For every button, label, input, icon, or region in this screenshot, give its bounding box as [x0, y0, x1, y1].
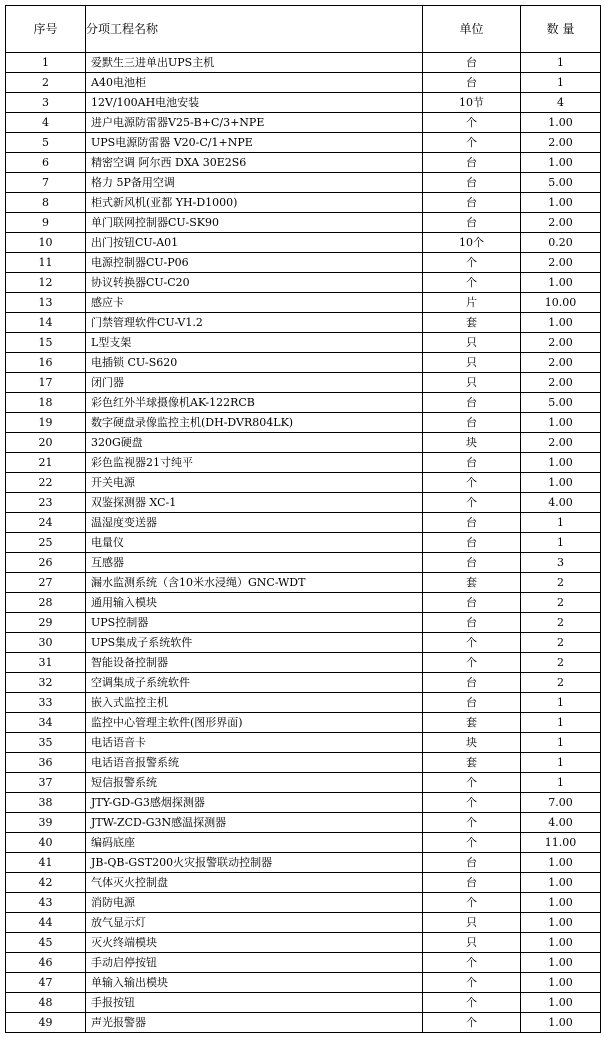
cell-no: 37: [6, 773, 86, 793]
cell-name: 柜式新风机(亚都 YH-D1000): [86, 193, 423, 213]
cell-qty: 1.00: [521, 853, 601, 873]
cell-unit: 10个: [423, 233, 521, 253]
cell-qty: 5.00: [521, 393, 601, 413]
header-unit: 单位: [423, 6, 521, 53]
cell-unit: 个: [423, 833, 521, 853]
cell-name: 电话语音卡: [86, 733, 423, 753]
cell-name: 电量仪: [86, 533, 423, 553]
cell-name: 进户电源防雷器V25-B+C/3+NPE: [86, 113, 423, 133]
cell-unit: 台: [423, 73, 521, 93]
cell-name: 单输入输出模块: [86, 973, 423, 993]
cell-qty: 1: [521, 733, 601, 753]
cell-qty: 4: [521, 93, 601, 113]
cell-qty: 1: [521, 693, 601, 713]
cell-unit: 套: [423, 753, 521, 773]
cell-no: 38: [6, 793, 86, 813]
cell-qty: 1.00: [521, 893, 601, 913]
cell-unit: 台: [423, 553, 521, 573]
cell-qty: 1.00: [521, 1013, 601, 1033]
cell-name: 编码底座: [86, 833, 423, 853]
table-row: [6, 133, 601, 153]
cell-name: 短信报警系统: [86, 773, 423, 793]
table-row: [6, 513, 601, 533]
cell-qty: 1: [521, 773, 601, 793]
cell-name: 闭门器: [86, 373, 423, 393]
cell-unit: 个: [423, 493, 521, 513]
cell-unit: 块: [423, 733, 521, 753]
cell-name: UPS集成子系统软件: [86, 633, 423, 653]
cell-unit: 个: [423, 973, 521, 993]
cell-unit: 台: [423, 593, 521, 613]
cell-name: 温湿度变送器: [86, 513, 423, 533]
cell-qty: 3: [521, 553, 601, 573]
cell-qty: 2: [521, 593, 601, 613]
table-row: [6, 953, 601, 973]
cell-qty: 2.00: [521, 353, 601, 373]
cell-qty: 1.00: [521, 273, 601, 293]
cell-qty: 1: [521, 713, 601, 733]
table-row: [6, 813, 601, 833]
cell-no: 49: [6, 1013, 86, 1033]
cell-name: 单门联网控制器CU-SK90: [86, 213, 423, 233]
cell-unit: 台: [423, 413, 521, 433]
cell-unit: 台: [423, 53, 521, 73]
table-row: [6, 633, 601, 653]
cell-name: 互感器: [86, 553, 423, 573]
cell-no: 16: [6, 353, 86, 373]
cell-qty: 2.00: [521, 373, 601, 393]
table-row: [6, 413, 601, 433]
cell-name: 12V/100AH电池安装: [86, 93, 423, 113]
table-row: [6, 373, 601, 393]
cell-unit: 套: [423, 713, 521, 733]
cell-no: 36: [6, 753, 86, 773]
cell-name: 出门按钮CU-A01: [86, 233, 423, 253]
cell-name: JTW-ZCD-G3N感温探测器: [86, 813, 423, 833]
cell-unit: 个: [423, 813, 521, 833]
cell-name: 智能设备控制器: [86, 653, 423, 673]
cell-no: 5: [6, 133, 86, 153]
cell-name: 电话语音报警系统: [86, 753, 423, 773]
cell-unit: 台: [423, 153, 521, 173]
cell-unit: 只: [423, 353, 521, 373]
table-row: [6, 893, 601, 913]
table-row: [6, 393, 601, 413]
cell-name: 精密空调 阿尔西 DXA 30E2S6: [86, 153, 423, 173]
cell-no: 28: [6, 593, 86, 613]
header-name: 分项工程名称: [86, 6, 423, 53]
cell-qty: 1.00: [521, 413, 601, 433]
cell-qty: 2.00: [521, 213, 601, 233]
cell-name: 监控中心管理主软件(图形界面): [86, 713, 423, 733]
table-row: [6, 193, 601, 213]
table-row: [6, 333, 601, 353]
table-row: [6, 93, 601, 113]
table-row: [6, 913, 601, 933]
cell-qty: 2: [521, 633, 601, 653]
table-row: [6, 153, 601, 173]
cell-unit: 台: [423, 533, 521, 553]
cell-unit: 片: [423, 293, 521, 313]
cell-unit: 个: [423, 253, 521, 273]
table-row: [6, 1013, 601, 1033]
cell-qty: 1.00: [521, 953, 601, 973]
table-row: [6, 833, 601, 853]
cell-no: 23: [6, 493, 86, 513]
table-row: [6, 733, 601, 753]
cell-no: 46: [6, 953, 86, 973]
table-row: [6, 53, 601, 73]
cell-unit: 台: [423, 693, 521, 713]
cell-qty: 1: [521, 73, 601, 93]
cell-unit: 个: [423, 793, 521, 813]
cell-no: 26: [6, 553, 86, 573]
cell-no: 6: [6, 153, 86, 173]
table-header: [6, 6, 601, 53]
table-row: [6, 753, 601, 773]
cell-no: 12: [6, 273, 86, 293]
cell-name: 数字硬盘录像监控主机(DH-DVR804LK): [86, 413, 423, 433]
cell-name: 格力 5P备用空调: [86, 173, 423, 193]
cell-no: 31: [6, 653, 86, 673]
cell-qty: 1: [521, 513, 601, 533]
cell-name: UPS电源防雷器 V20-C/1+NPE: [86, 133, 423, 153]
cell-name: L型支架: [86, 333, 423, 353]
cell-unit: 个: [423, 1013, 521, 1033]
cell-qty: 1: [521, 753, 601, 773]
cell-qty: 0.20: [521, 233, 601, 253]
cell-qty: 2.00: [521, 433, 601, 453]
cell-no: 43: [6, 893, 86, 913]
cell-unit: 10节: [423, 93, 521, 113]
cell-qty: 1.00: [521, 473, 601, 493]
cell-no: 20: [6, 433, 86, 453]
table-row: [6, 933, 601, 953]
table-body: [6, 53, 601, 1033]
bill-of-quantities-table: [5, 5, 601, 1033]
cell-name: 电源控制器CU-P06: [86, 253, 423, 273]
table-row: [6, 273, 601, 293]
cell-no: 35: [6, 733, 86, 753]
cell-no: 3: [6, 93, 86, 113]
cell-unit: 块: [423, 433, 521, 453]
cell-name: 手动启停按钮: [86, 953, 423, 973]
cell-unit: 台: [423, 213, 521, 233]
cell-unit: 个: [423, 653, 521, 673]
cell-no: 10: [6, 233, 86, 253]
cell-qty: 1.00: [521, 913, 601, 933]
cell-unit: 台: [423, 173, 521, 193]
table-row: [6, 713, 601, 733]
cell-name: 手报按钮: [86, 993, 423, 1013]
cell-no: 18: [6, 393, 86, 413]
cell-name: 电插锁 CU-S620: [86, 353, 423, 373]
cell-qty: 5.00: [521, 173, 601, 193]
cell-unit: 台: [423, 873, 521, 893]
cell-unit: 台: [423, 853, 521, 873]
table-row: [6, 233, 601, 253]
cell-name: 双鉴探测器 XC-1: [86, 493, 423, 513]
cell-no: 42: [6, 873, 86, 893]
cell-qty: 7.00: [521, 793, 601, 813]
cell-name: 彩色红外半球摄像机AK-122RCB: [86, 393, 423, 413]
cell-unit: 个: [423, 993, 521, 1013]
cell-qty: 2: [521, 573, 601, 593]
table-row: [6, 113, 601, 133]
cell-no: 29: [6, 613, 86, 633]
cell-unit: 个: [423, 953, 521, 973]
table-row: [6, 693, 601, 713]
table-row: [6, 773, 601, 793]
table-row: [6, 593, 601, 613]
cell-qty: 2: [521, 673, 601, 693]
cell-qty: 11.00: [521, 833, 601, 853]
cell-name: 嵌入式监控主机: [86, 693, 423, 713]
cell-qty: 2.00: [521, 333, 601, 353]
table-row: [6, 573, 601, 593]
table-row: [6, 793, 601, 813]
cell-qty: 2: [521, 653, 601, 673]
cell-qty: 1.00: [521, 993, 601, 1013]
cell-name: 空调集成子系统软件: [86, 673, 423, 693]
cell-unit: 只: [423, 333, 521, 353]
header-row: [6, 6, 601, 53]
table-row: [6, 433, 601, 453]
table-row: [6, 73, 601, 93]
cell-qty: 1.00: [521, 313, 601, 333]
cell-no: 32: [6, 673, 86, 693]
cell-qty: 1.00: [521, 933, 601, 953]
table-row: [6, 553, 601, 573]
cell-name: 彩色监视器21寸纯平: [86, 453, 423, 473]
cell-unit: 个: [423, 113, 521, 133]
cell-unit: 个: [423, 893, 521, 913]
header-no: 序号: [6, 6, 86, 53]
cell-no: 14: [6, 313, 86, 333]
cell-unit: 个: [423, 133, 521, 153]
cell-name: UPS控制器: [86, 613, 423, 633]
cell-no: 34: [6, 713, 86, 733]
cell-no: 19: [6, 413, 86, 433]
cell-qty: 4.00: [521, 813, 601, 833]
cell-name: 消防电源: [86, 893, 423, 913]
cell-no: 25: [6, 533, 86, 553]
cell-name: 通用输入模块: [86, 593, 423, 613]
cell-unit: 台: [423, 393, 521, 413]
cell-no: 7: [6, 173, 86, 193]
cell-no: 45: [6, 933, 86, 953]
table-row: [6, 353, 601, 373]
cell-no: 1: [6, 53, 86, 73]
table-row: [6, 653, 601, 673]
cell-qty: 4.00: [521, 493, 601, 513]
table-row: [6, 493, 601, 513]
cell-no: 33: [6, 693, 86, 713]
cell-unit: 个: [423, 473, 521, 493]
table-row: [6, 173, 601, 193]
cell-unit: 台: [423, 193, 521, 213]
cell-name: 漏水监测系统（含10米水浸绳）GNC-WDT: [86, 573, 423, 593]
cell-name: 320G硬盘: [86, 433, 423, 453]
table-row: [6, 293, 601, 313]
cell-no: 24: [6, 513, 86, 533]
cell-qty: 10.00: [521, 293, 601, 313]
cell-unit: 只: [423, 933, 521, 953]
cell-qty: 1.00: [521, 873, 601, 893]
cell-no: 11: [6, 253, 86, 273]
cell-unit: 个: [423, 273, 521, 293]
cell-name: 协议转换器CU-C20: [86, 273, 423, 293]
cell-unit: 只: [423, 373, 521, 393]
cell-qty: 2.00: [521, 253, 601, 273]
table-row: [6, 313, 601, 333]
cell-unit: 个: [423, 633, 521, 653]
cell-name: 爱默生三进单出UPS主机: [86, 53, 423, 73]
table-row: [6, 993, 601, 1013]
cell-name: 开关电源: [86, 473, 423, 493]
cell-name: 感应卡: [86, 293, 423, 313]
cell-no: 39: [6, 813, 86, 833]
cell-unit: 台: [423, 673, 521, 693]
cell-unit: 套: [423, 573, 521, 593]
table-row: [6, 853, 601, 873]
cell-qty: 1: [521, 533, 601, 553]
cell-unit: 个: [423, 773, 521, 793]
cell-qty: 1: [521, 53, 601, 73]
cell-no: 17: [6, 373, 86, 393]
table-row: [6, 613, 601, 633]
cell-name: A40电池柜: [86, 73, 423, 93]
table-row: [6, 253, 601, 273]
cell-no: 41: [6, 853, 86, 873]
cell-no: 15: [6, 333, 86, 353]
cell-unit: 台: [423, 613, 521, 633]
cell-name: 声光报警器: [86, 1013, 423, 1033]
cell-no: 21: [6, 453, 86, 473]
cell-qty: 1.00: [521, 973, 601, 993]
cell-no: 27: [6, 573, 86, 593]
cell-qty: 1.00: [521, 153, 601, 173]
cell-no: 30: [6, 633, 86, 653]
cell-name: 放气显示灯: [86, 913, 423, 933]
table-row: [6, 453, 601, 473]
table-row: [6, 533, 601, 553]
header-qty: 数 量: [521, 6, 601, 53]
table-row: [6, 473, 601, 493]
cell-no: 48: [6, 993, 86, 1013]
cell-qty: 1.00: [521, 193, 601, 213]
table-row: [6, 673, 601, 693]
cell-name: JB-QB-GST200火灾报警联动控制器: [86, 853, 423, 873]
table-row: [6, 213, 601, 233]
cell-no: 47: [6, 973, 86, 993]
cell-name: 灭火终端模块: [86, 933, 423, 953]
cell-qty: 2: [521, 613, 601, 633]
cell-no: 4: [6, 113, 86, 133]
cell-qty: 2.00: [521, 133, 601, 153]
table-row: [6, 873, 601, 893]
cell-no: 13: [6, 293, 86, 313]
cell-unit: 台: [423, 513, 521, 533]
cell-unit: 套: [423, 313, 521, 333]
cell-no: 2: [6, 73, 86, 93]
cell-unit: 台: [423, 453, 521, 473]
cell-no: 40: [6, 833, 86, 853]
cell-qty: 1.00: [521, 453, 601, 473]
cell-no: 44: [6, 913, 86, 933]
cell-no: 9: [6, 213, 86, 233]
cell-qty: 1.00: [521, 113, 601, 133]
cell-unit: 只: [423, 913, 521, 933]
cell-name: 气体灭火控制盘: [86, 873, 423, 893]
table-row: [6, 973, 601, 993]
cell-name: JTY-GD-G3感烟探测器: [86, 793, 423, 813]
cell-name: 门禁管理软件CU-V1.2: [86, 313, 423, 333]
cell-no: 22: [6, 473, 86, 493]
cell-no: 8: [6, 193, 86, 213]
